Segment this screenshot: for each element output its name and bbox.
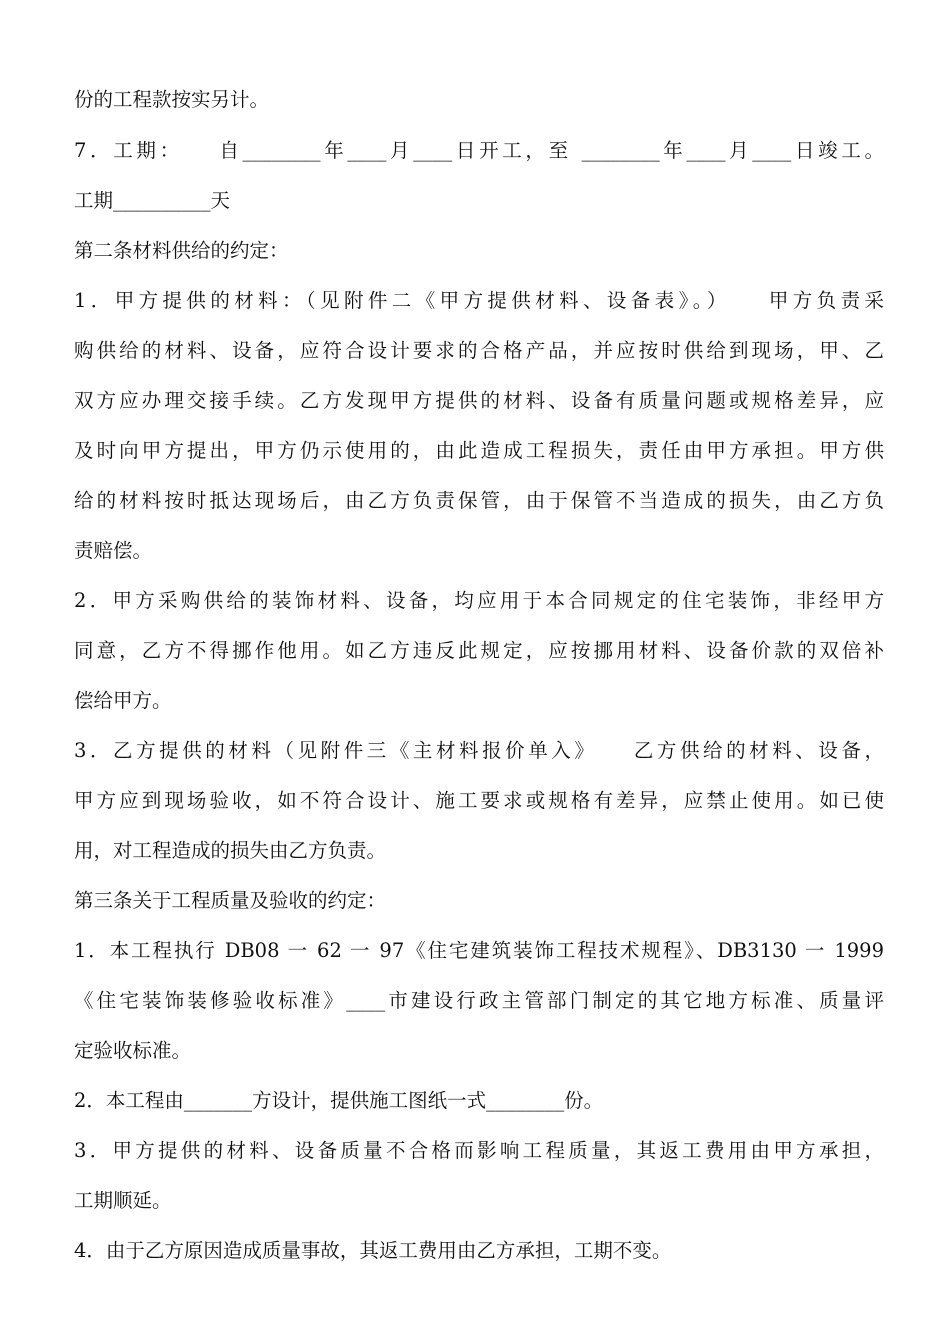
text-line: 工期__________天 bbox=[74, 189, 231, 212]
text-line: 3．乙方提供的材料（见附件三《主材料报价单入》 乙方供给的材料、设备， bbox=[74, 739, 884, 762]
section-heading: 第二条材料供给的约定： bbox=[74, 239, 289, 262]
text-line: 1．甲方提供的材料：（见附件二《甲方提供材料、设备表》。） 甲方负责采 bbox=[74, 289, 884, 312]
text-line: 同意，乙方不得挪作他用。如乙方违反此规定，应按挪用材料、设备价款的双倍补 bbox=[74, 639, 884, 662]
text-line: 工期顺延。 bbox=[74, 1189, 172, 1212]
text-line: 2．甲方采购供给的装饰材料、设备，均应用于本合同规定的住宅装饰，非经甲方 bbox=[74, 589, 884, 612]
text-line: 购供给的材料、设备，应符合设计要求的合格产品，并应按时供给到现场，甲、乙 bbox=[74, 339, 884, 362]
section-heading: 第三条关于工程质量及验收的约定： bbox=[74, 889, 387, 912]
text-line: 2．本工程由_______方设计，提供施工图纸一式________份。 bbox=[74, 1089, 604, 1112]
text-line: 1．本工程执行 DB08 一 62 一 97《住宅建筑装饰工程技术规程》、DB3130 一 1999 bbox=[74, 939, 884, 962]
text-line: 3．甲方提供的材料、设备质量不合格而影响工程质量，其返工费用由甲方承担， bbox=[74, 1139, 884, 1162]
text-line: 偿给甲方。 bbox=[74, 689, 172, 712]
text-line: 责赔偿。 bbox=[74, 539, 153, 562]
text-line: 用，对工程造成的损失由乙方负责。 bbox=[74, 839, 387, 862]
text-line: 给的材料按时抵达现场后，由乙方负责保管，由于保管不当造成的损失，由乙方负 bbox=[74, 489, 884, 512]
text-line: 《住宅装饰装修验收标准》____市建设行政主管部门制定的其它地方标准、质量评 bbox=[74, 989, 884, 1012]
text-line: 及时向甲方提出，甲方仍示使用的，由此造成工程损失，责任由甲方承担。甲方供 bbox=[74, 439, 884, 462]
text-line: 定验收标准。 bbox=[74, 1039, 192, 1062]
text-line: 甲方应到现场验收，如不符合设计、施工要求或规格有差异，应禁止使用。如已使 bbox=[74, 789, 884, 812]
text-line: 份的工程款按实另计。 bbox=[74, 88, 270, 111]
text-line: 4．由于乙方原因造成质量事故，其返工费用由乙方承担，工期不变。 bbox=[74, 1239, 672, 1262]
text-line: 7．工期： 自________年____月____日开工，至 ________年____月____日竣工。 bbox=[74, 139, 884, 162]
text-line: 双方应办理交接手续。乙方发现甲方提供的材料、设备有质量问题或规格差异，应 bbox=[74, 389, 884, 412]
